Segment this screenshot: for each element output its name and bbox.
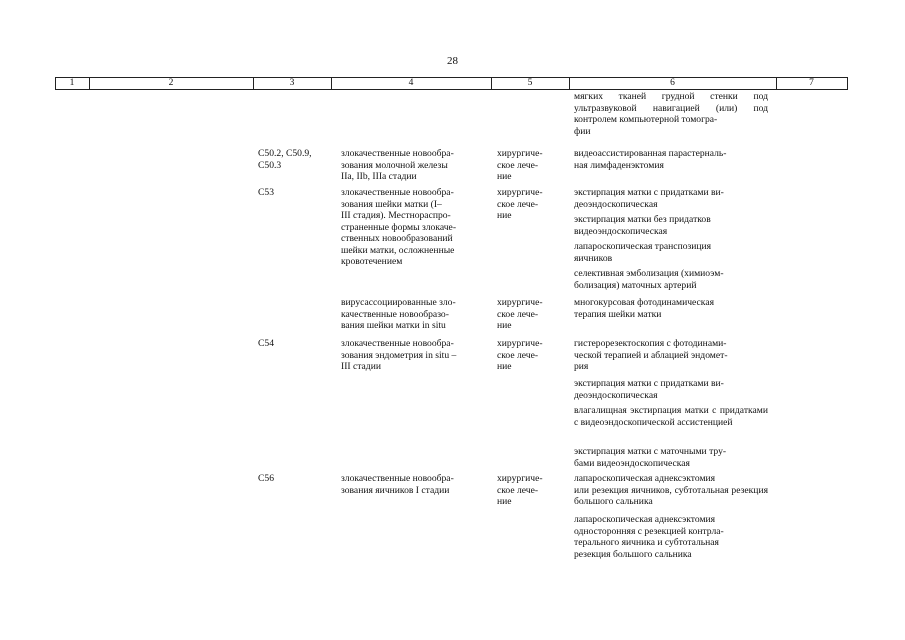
icd-code: C54 [258, 338, 274, 349]
header-col-1: 1 [69, 78, 75, 88]
treatment-type: хирургиче- ское лече- ние [497, 187, 543, 221]
header-col-4: 4 [408, 78, 414, 88]
treatment-type: хирургиче- ское лече- ние [497, 473, 543, 507]
diagnosis-text: злокачественные новообра- зования шейки матки (I– III стадия). Местнораспро- страненные формы злокаче- ственных новообразований шейки матки, осложненные кровотечением [341, 187, 457, 267]
treatment-type: хирургиче- ское лече- ние [497, 338, 543, 372]
header-col-5: 5 [527, 78, 533, 88]
header-col-7: 7 [809, 78, 814, 88]
treatment-type: хирургиче- ское лече- ние [497, 297, 543, 331]
method-text: экстирпация матки с придатками ви- деоэндоскопическая [574, 378, 724, 401]
method-text: экстирпация матки с придатками ви- деоэндоскопическая [574, 187, 724, 210]
method-text: селективная эмболизация (химиоэм- болизация) маточных артерий [574, 268, 724, 291]
icd-code: C50.2, C50.9, C50.3 [258, 148, 312, 171]
diagnosis-text: злокачественные новообра- зования яичников I стадии [341, 473, 454, 496]
method-text: лапароскопическая аднексэктомия односторонняя с резекцией контрла- терального яичника и субтотальная резекция большого сальника [574, 514, 724, 560]
method-text: влагалищная экстирпация матки с придатками с видеоэндоскопической ассистенцией [574, 405, 768, 428]
column-divider [847, 78, 848, 89]
diagnosis-text: злокачественные новообра- зования эндометрия in situ – III стадии [341, 338, 457, 372]
method-text: многокурсовая фотодинамическая терапия шейки матки [574, 297, 714, 320]
page-number: 28 [447, 55, 458, 67]
method-text: гистерорезектоскопия с фотодинами- ческой терапией и аблацией эндомет- рия [574, 338, 728, 372]
treatment-type: хирургиче- ское лече- ние [497, 148, 543, 182]
diagnosis-text: вирусассоциированные зло- качественные новообразо- вания шейки матки in situ [341, 297, 456, 331]
method-text: экстирпация матки с маточными тру- бами видеоэндоскопическая [574, 446, 727, 469]
icd-code: C53 [258, 187, 274, 198]
method-text: лапароскопическая аднексэктомия или резекция яичников, субтотальная резекция большого сальника [574, 473, 768, 507]
header-col-2: 2 [168, 78, 174, 88]
header-col-3: 3 [289, 78, 295, 88]
method-text: мягких тканей грудной стенки под ультразвуковой навигацией (или) под контролем компьютерной томогра- фии [574, 91, 768, 137]
table-header [55, 77, 848, 90]
icd-code: C56 [258, 473, 274, 484]
header-col-6: 6 [670, 78, 675, 88]
diagnosis-text: злокачественные новообра- зования молочной железы IIa, IIb, IIIa стадии [341, 148, 454, 182]
method-text: лапароскопическая транспозиция яичников [574, 241, 712, 264]
method-text: экстирпация матки без придатков видеоэндоскопическая [574, 214, 711, 237]
method-text: видеоассистированная парастерналь- ная лимфаденэктомия [574, 148, 727, 171]
